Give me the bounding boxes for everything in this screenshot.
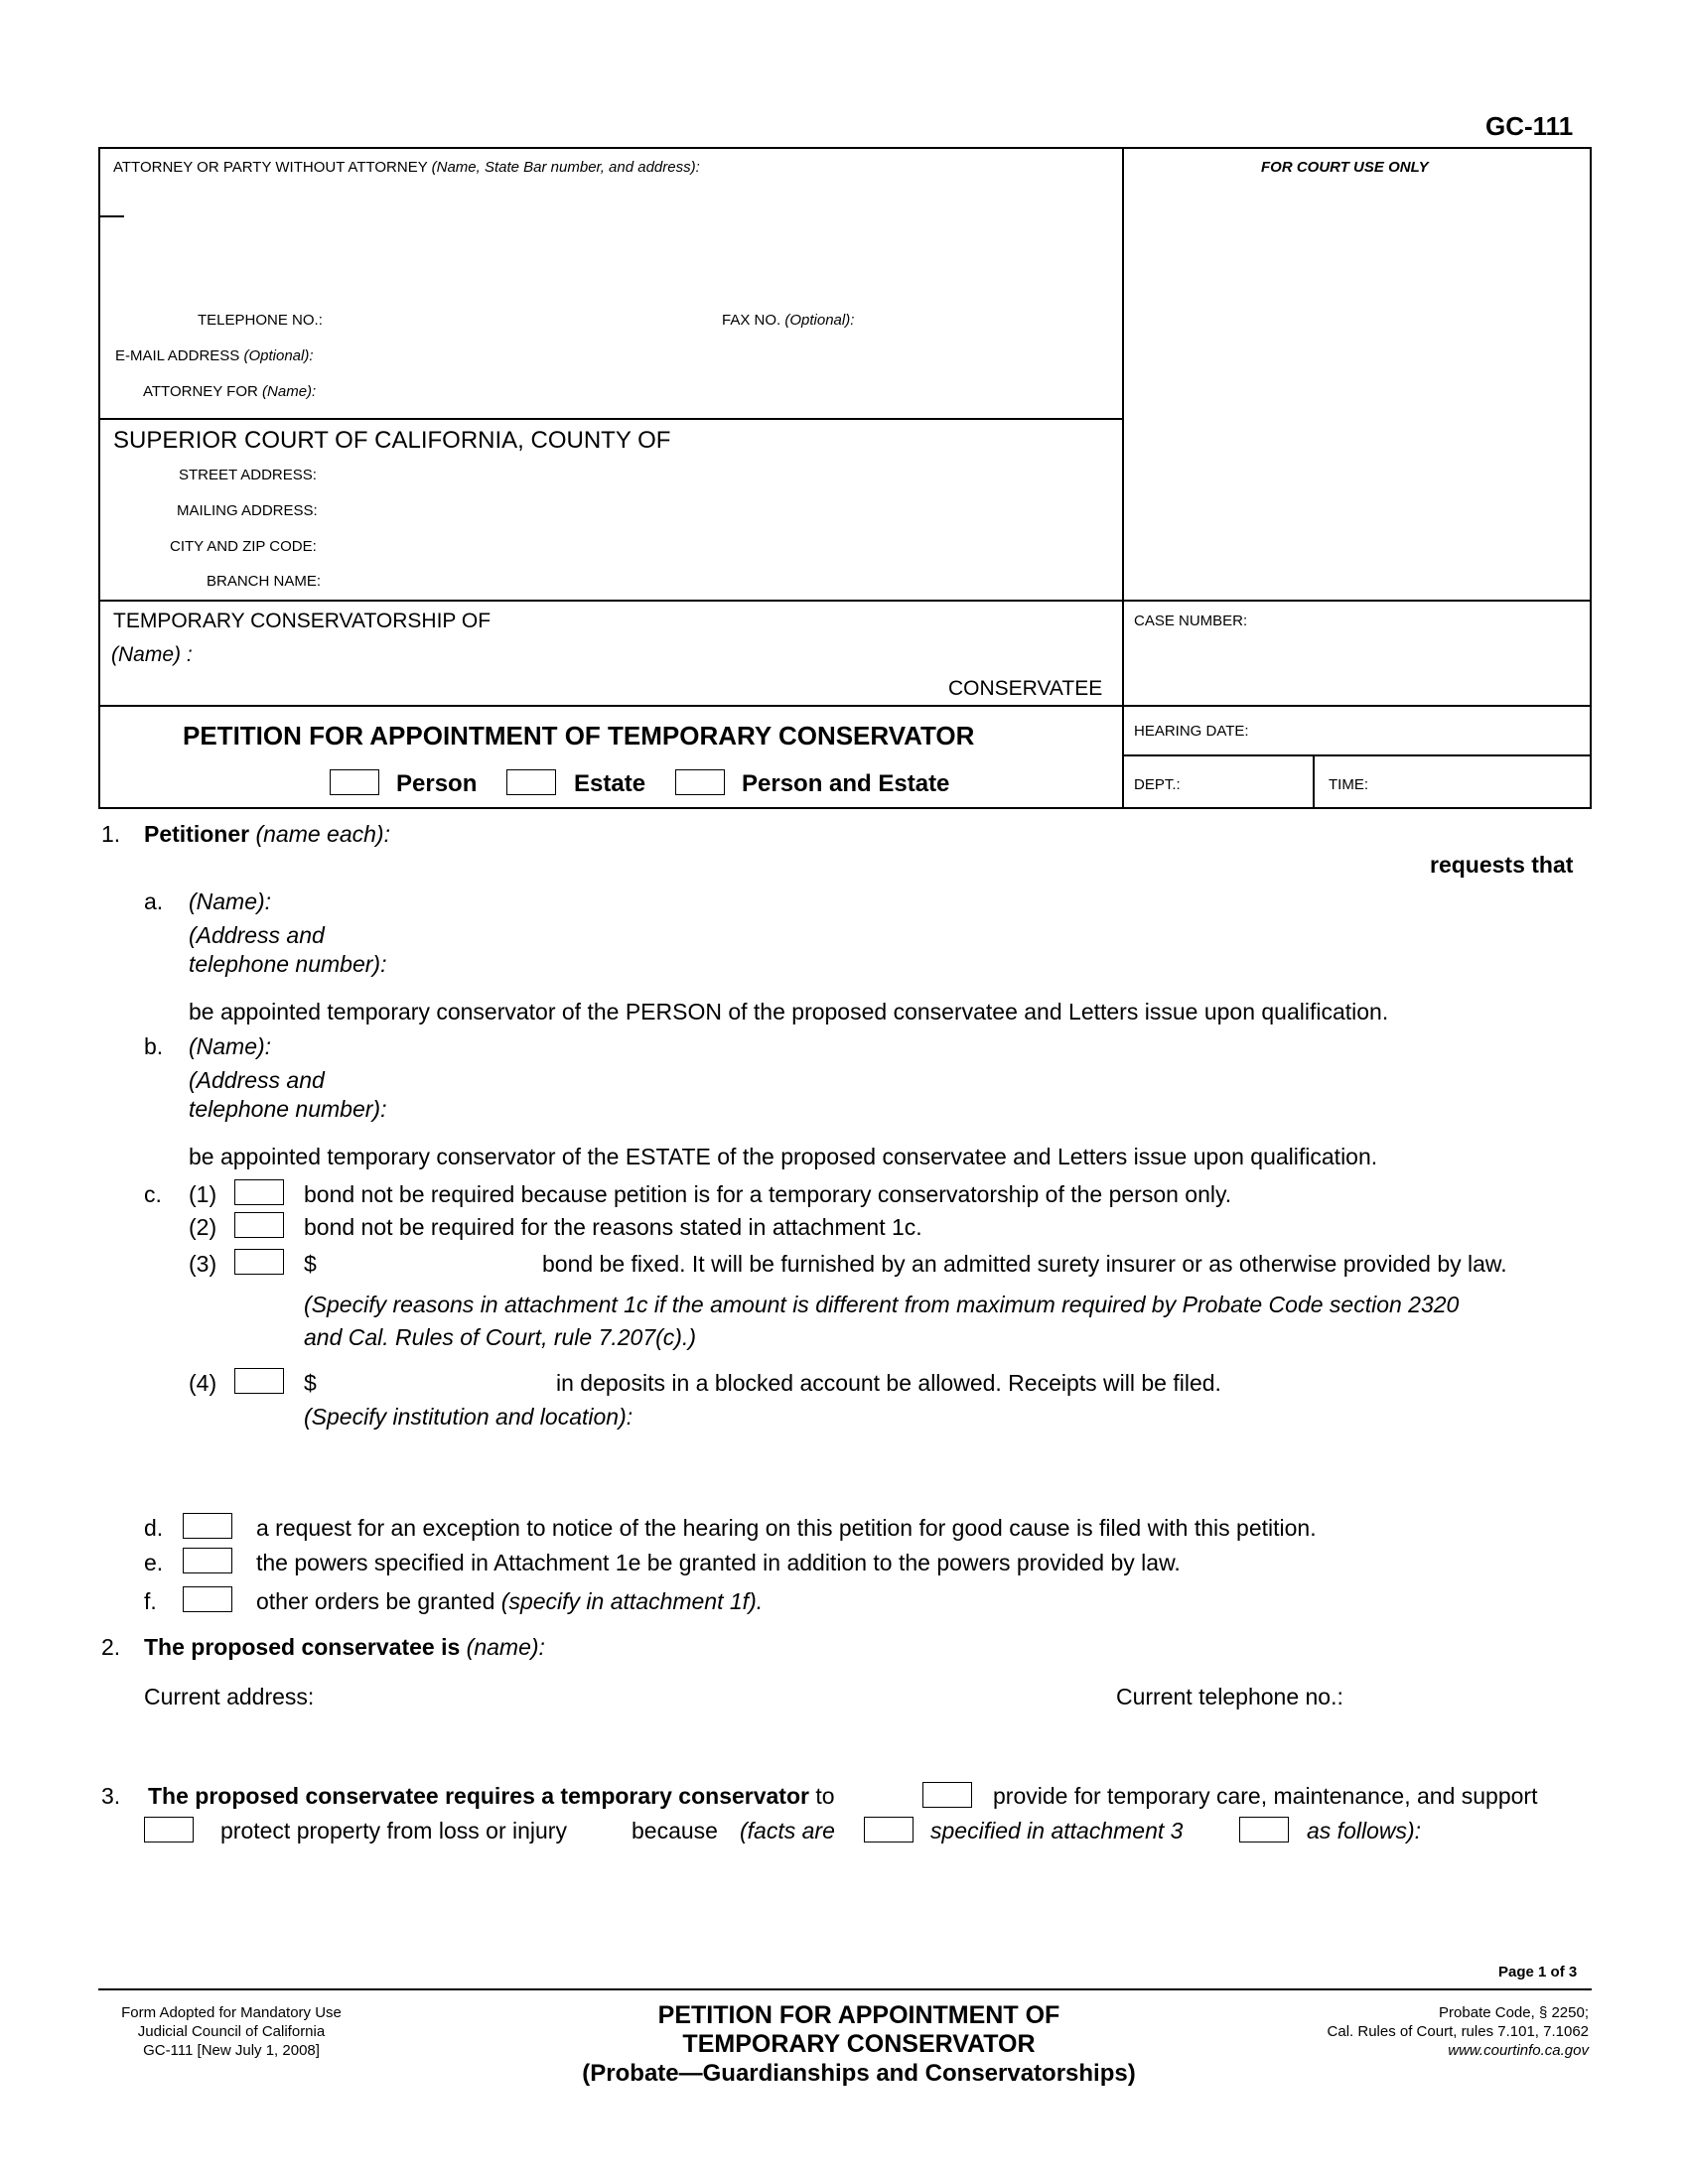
item1e-letter: e. — [144, 1550, 164, 1575]
current-telephone-label: Current telephone no.: — [1116, 1684, 1343, 1709]
divider-matter-title — [98, 705, 1592, 707]
divider-attorney-court — [98, 418, 1124, 420]
item1c3-number: (3) — [189, 1251, 217, 1277]
fax-label: FAX NO. (Optional): — [722, 312, 855, 329]
item3-heading: The proposed conservatee requires a temporary conservator to — [148, 1783, 835, 1809]
footer-title-line-1: PETITION FOR APPOINTMENT OF — [657, 2001, 1060, 2029]
caption-bottom-border — [98, 807, 1592, 809]
item1b-name-label: (Name): — [189, 1033, 272, 1059]
case-number-label: CASE NUMBER: — [1134, 613, 1248, 629]
caption-left-border — [98, 147, 100, 809]
current-address-label: Current address: — [144, 1684, 315, 1709]
item1-heading: Petitioner (name each): — [144, 821, 390, 847]
item1a-letter: a. — [144, 888, 164, 914]
item1c2-number: (2) — [189, 1214, 217, 1240]
option-estate-label: Estate — [574, 770, 646, 797]
dept-label: DEPT.: — [1134, 776, 1181, 793]
footer-title-line-3: (Probate—Guardianships and Conservatorships) — [582, 2060, 1136, 2087]
attorney-label: ATTORNEY OR PARTY WITHOUT ATTORNEY (Name, State Bar number, and address): — [113, 159, 700, 176]
item1-number: 1. — [101, 821, 121, 847]
footer-left — [107, 2003, 355, 2060]
attorney-name-marker — [100, 215, 124, 217]
branch-name-label: BRANCH NAME: — [207, 573, 322, 590]
petition-title: PETITION FOR APPOINTMENT OF TEMPORARY CONSERVATOR — [183, 721, 975, 751]
item1f-letter: f. — [144, 1588, 157, 1614]
checkbox-1c3[interactable] — [234, 1249, 284, 1275]
checkbox-1c1[interactable] — [234, 1179, 284, 1205]
court-heading: SUPERIOR COURT OF CALIFORNIA, COUNTY OF — [113, 427, 671, 454]
checkbox-3-property[interactable] — [144, 1817, 194, 1843]
hearing-date-label: HEARING DATE: — [1134, 723, 1249, 740]
footer-right — [1251, 2003, 1589, 2060]
attorney-label-note: (Name, State Bar number, and address): — [431, 159, 700, 176]
item1b-address-label-1: (Address and — [189, 1067, 325, 1093]
footer-right-line-1: Probate Code, § 2250; — [1439, 2004, 1589, 2021]
checkbox-1e[interactable] — [183, 1548, 232, 1573]
street-address-label: STREET ADDRESS: — [179, 467, 317, 483]
option-person-and-estate-label: Person and Estate — [742, 770, 950, 797]
conservatee-name-label: (Name) : — [111, 643, 193, 666]
footer-left-line-2: Judicial Council of California — [137, 2023, 326, 2040]
city-zip-label: CITY AND ZIP CODE: — [170, 538, 317, 555]
time-label: TIME: — [1329, 776, 1368, 793]
page-number: Page 1 of 3 — [1498, 1964, 1578, 1980]
telephone-label: TELEPHONE NO.: — [198, 312, 323, 329]
checkbox-3-care[interactable] — [922, 1782, 972, 1808]
footer-rule — [98, 1988, 1592, 1990]
item1f-text: other orders be granted (specify in attachment 1f). — [256, 1588, 764, 1614]
item1c1-number: (1) — [189, 1181, 217, 1207]
matter-label: TEMPORARY CONSERVATORSHIP OF — [113, 610, 492, 632]
divider-dept-time — [1313, 754, 1315, 809]
item1c3-note-1: (Specify reasons in attachment 1c if the amount is different from maximum required by Probate Code section 2320 — [304, 1292, 1460, 1317]
footer-website-link[interactable]: www.courtinfo.ca.gov — [1448, 2042, 1589, 2059]
item1a-address-label-2: telephone number): — [189, 951, 387, 977]
footer-title-line-2: TEMPORARY CONSERVATOR — [682, 2030, 1036, 2058]
checkbox-estate[interactable] — [506, 769, 556, 795]
footer-right-line-2: Cal. Rules of Court, rules 7.101, 7.1062 — [1327, 2023, 1589, 2040]
item2-heading: The proposed conservatee is (name): — [144, 1634, 545, 1660]
item1c3-text: bond be fixed. It will be furnished by an admitted surety insurer or as otherwise provided by law. — [542, 1251, 1507, 1277]
item3-number: 3. — [101, 1783, 121, 1809]
court-use-only-label: FOR COURT USE ONLY — [1261, 159, 1429, 176]
item1b-letter: b. — [144, 1033, 164, 1059]
form-number: GC-111 — [1485, 111, 1574, 141]
checkbox-1d[interactable] — [183, 1513, 232, 1539]
item3-option-care: provide for temporary care, maintenance, and support — [993, 1783, 1538, 1809]
checkbox-3-follows[interactable] — [1239, 1817, 1289, 1843]
item1c1-text: bond not be required because petition is for a temporary conservatorship of the person only. — [304, 1181, 1232, 1207]
divider-court-matter — [98, 600, 1592, 602]
item1c3-note-2: and Cal. Rules of Court, rule 7.207(c).) — [304, 1324, 697, 1350]
checkbox-1f[interactable] — [183, 1586, 232, 1612]
caption-divider-vertical — [1122, 147, 1124, 809]
item3-option-property: protect property from loss or injury — [220, 1818, 567, 1843]
item1a-address-label-1: (Address and — [189, 922, 325, 948]
mailing-address-label: MAILING ADDRESS: — [177, 502, 318, 519]
footer-title — [536, 2001, 1182, 2088]
checkbox-1c2[interactable] — [234, 1212, 284, 1238]
option-person-label: Person — [396, 770, 478, 797]
divider-hearing-dept — [1122, 754, 1592, 756]
item1c3-dollar: $ — [304, 1251, 317, 1277]
email-label: E-MAIL ADDRESS (Optional): — [115, 347, 314, 364]
caption-right-border — [1590, 147, 1592, 809]
item1c4-dollar: $ — [304, 1370, 317, 1396]
footer-left-line-3: GC-111 [New July 1, 2008] — [143, 2042, 320, 2059]
item1c2-text: bond not be required for the reasons stated in attachment 1c. — [304, 1214, 922, 1240]
item1c4-text: in deposits in a blocked account be allowed. Receipts will be filed. — [556, 1370, 1221, 1396]
item1d-text: a request for an exception to notice of the hearing on this petition for good cause is filed with this petition. — [256, 1515, 1317, 1541]
item1d-letter: d. — [144, 1515, 164, 1541]
item2-number: 2. — [101, 1634, 121, 1660]
item1c4-note: (Specify institution and location): — [304, 1404, 633, 1430]
item3-attachment-label: specified in attachment 3 — [930, 1818, 1184, 1843]
item1b-address-label-2: telephone number): — [189, 1096, 387, 1122]
footer-left-line-1: Form Adopted for Mandatory Use — [121, 2004, 342, 2021]
checkbox-person-and-estate[interactable] — [675, 769, 725, 795]
checkbox-person[interactable] — [330, 769, 379, 795]
conservatee-label: CONSERVATEE — [948, 677, 1103, 700]
caption-top-border — [98, 147, 1592, 149]
item3-follows-label: as follows): — [1307, 1818, 1422, 1843]
item1b-text: be appointed temporary conservator of the ESTATE of the proposed conservatee and Letters issue upon qualification. — [189, 1144, 1378, 1169]
item3-because: because — [632, 1818, 718, 1843]
checkbox-1c4[interactable] — [234, 1368, 284, 1394]
item3-facts-are: (facts are — [740, 1818, 835, 1843]
checkbox-3-attachment[interactable] — [864, 1817, 914, 1843]
item1a-text: be appointed temporary conservator of the PERSON of the proposed conservatee and Letters issue upon qualification. — [189, 999, 1389, 1024]
requests-that-label: requests that — [1430, 852, 1574, 878]
item1e-text: the powers specified in Attachment 1e be granted in addition to the powers provided by law. — [256, 1550, 1181, 1575]
item1a-name-label: (Name): — [189, 888, 272, 914]
item1c4-number: (4) — [189, 1370, 217, 1396]
item1c-letter: c. — [144, 1181, 162, 1207]
attorney-for-label: ATTORNEY FOR (Name): — [143, 383, 317, 400]
